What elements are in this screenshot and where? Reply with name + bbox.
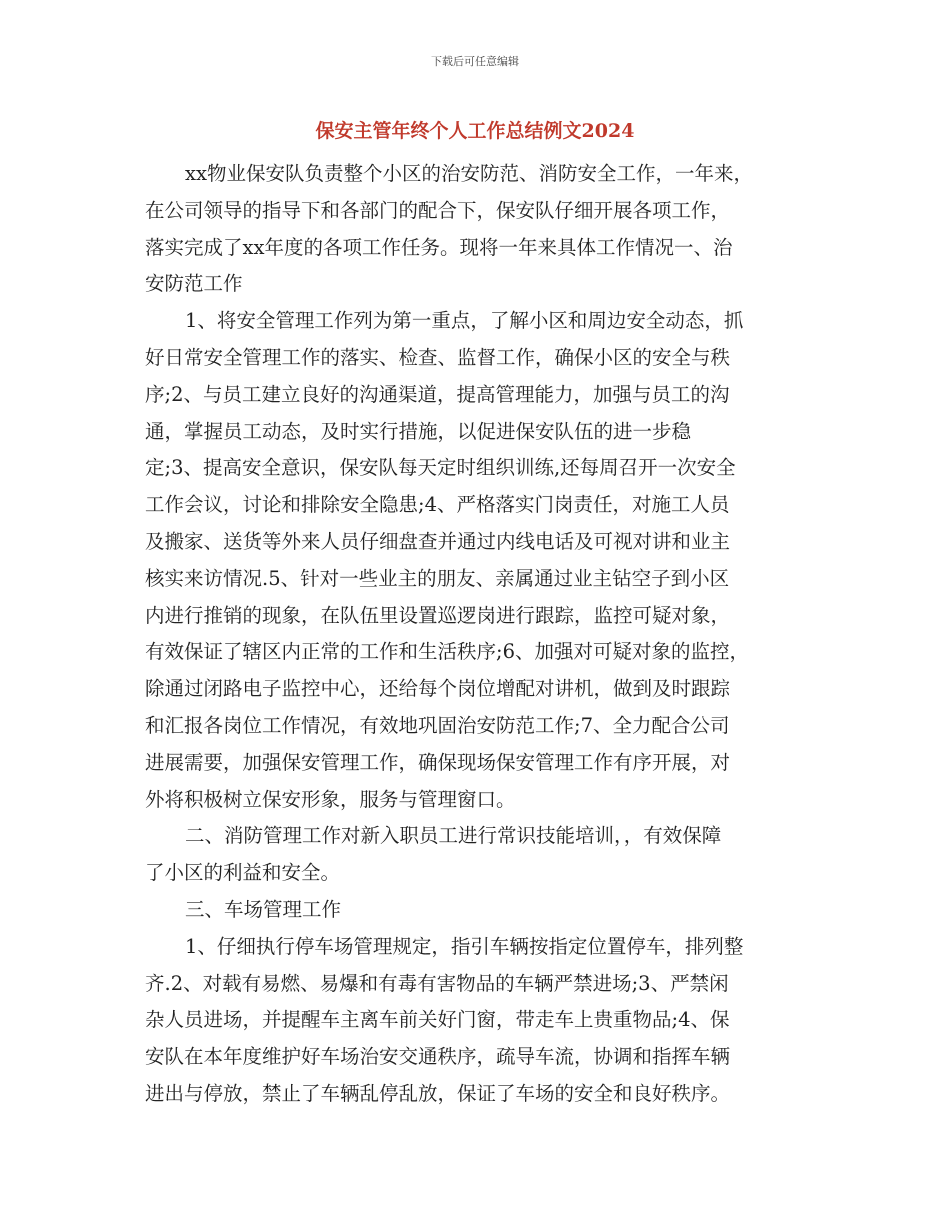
body-line: xx物业保安队负责整个小区的治安防范、消防安全工作，一年来， — [185, 162, 753, 185]
body-line: 序;2、与员工建立良好的沟通渠道，提高管理能力，加强与员工的沟 — [145, 382, 730, 406]
body-line: 二、消防管理工作对新入职员工进行常识技能培训，，有效保障 — [185, 824, 722, 848]
body-line: 三、车场管理工作 — [185, 897, 342, 921]
body-line: 及搬家、送货等外来人员仔细盘查并通过内线电话及可视对讲和业主 — [145, 529, 731, 553]
body-line: 和汇报各岗位工作情况，有效地巩固治安防范工作;7、全力配合公司 — [145, 713, 730, 737]
document-title: 保安主管年终个人工作总结例文2024 — [315, 120, 635, 142]
body-line: 外将积极树立保安形象，服务与管理窗口。 — [145, 787, 516, 811]
body-line: 安防范工作 — [145, 272, 243, 296]
body-line: 杂人员进场，并提醒车主离车前关好门窗，带走车上贵重物品;4、保 — [145, 1008, 730, 1032]
body-line: 了小区的利益和安全。 — [145, 861, 341, 885]
body-line: 落实完成了xx年度的各项工作任务。现将一年来具体工作情况一、治 — [145, 235, 733, 259]
body-line: 内进行推销的现象，在队伍里设置巡逻岗进行跟踪，监控可疑对象， — [145, 603, 731, 627]
body-line: 除通过闭路电子监控中心，还给每个岗位增配对讲机，做到及时跟踪 — [145, 677, 731, 701]
body-line: 安队在本年度维护好车场治安交通秩序，疏导车流，协调和指挥车辆 — [145, 1045, 731, 1069]
body-line: 在公司领导的指导下和各部门的配合下，保安队仔细开展各项工作， — [145, 198, 731, 222]
page-header: 下载后可任意编辑 — [431, 55, 519, 68]
body-line: 齐.2、对载有易燃、易爆和有毒有害物品的车辆严禁进场;3、严禁闲 — [145, 971, 729, 995]
body-line: 核实来访情况.5、针对一些业主的朋友、亲属通过业主钻空子到小区 — [145, 566, 730, 590]
body-line: 有效保证了辖区内正常的工作和生活秩序;6、加强对可疑对象的监控， — [145, 640, 749, 664]
body-line: 进出与停放，禁止了车辆乱停乱放，保证了车场的安全和良好秩序。 — [145, 1081, 731, 1105]
body-line: 定;3、提高安全意识，保安队每天定时组织训练,还每周召开一次安全 — [145, 456, 736, 480]
body-line: 1、仔细执行停车场管理规定，指引车辆按指定位置停车，排列整 — [185, 934, 744, 958]
body-line: 1、将安全管理工作列为第一重点，了解小区和周边安全动态，抓 — [185, 309, 744, 333]
body-line: 工作会议，讨论和排除安全隐患;4、严格落实门岗责任，对施工人员 — [145, 493, 730, 517]
body-line: 进展需要，加强保安管理工作，确保现场保安管理工作有序开展，对 — [145, 750, 731, 774]
body-line: 通，掌握员工动态，及时实行措施，以促进保安队伍的进一步稳 — [145, 419, 692, 443]
document-body — [145, 156, 820, 1113]
body-line: 好日常安全管理工作的落实、检查、监督工作，确保小区的安全与秩 — [145, 345, 731, 369]
